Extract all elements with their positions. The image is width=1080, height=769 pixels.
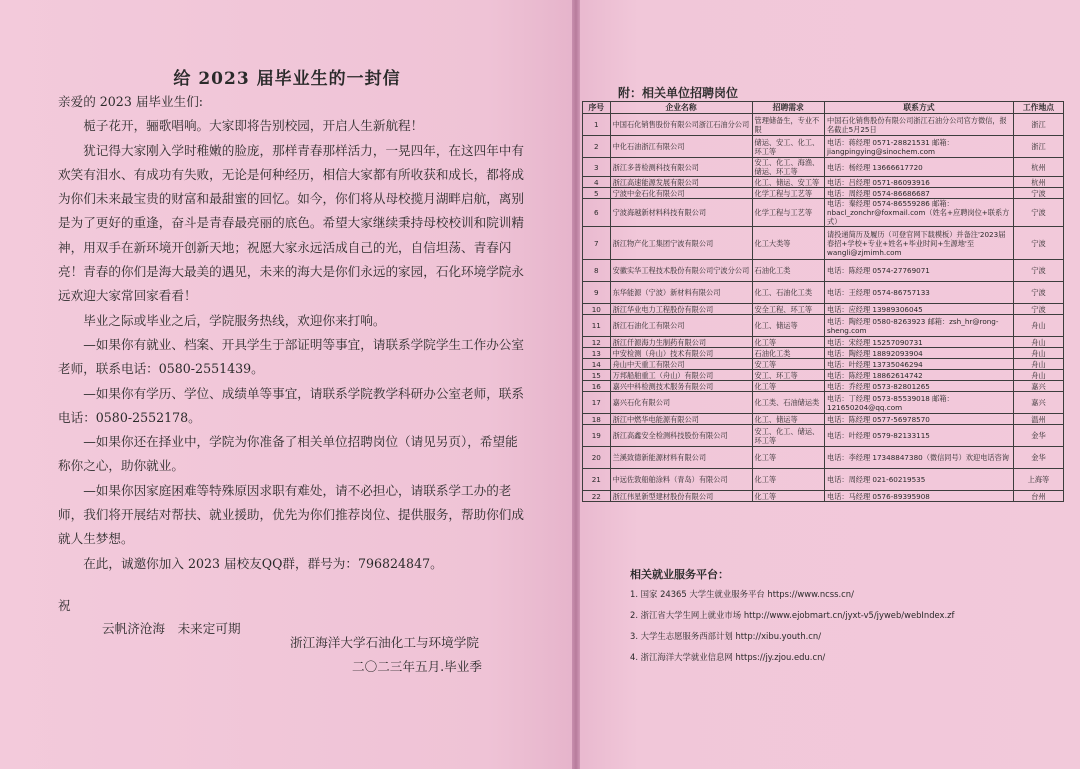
letter-paragraph: —如果你还在择业中，学院为你准备了相关单位招聘岗位（请见另页），希望能称你之心，助你就业。 <box>58 434 518 474</box>
cell-index: 11 <box>583 315 611 337</box>
attachment-title: 附：相关单位招聘岗位 <box>618 86 739 100</box>
cell-company: 万邦船舶重工（舟山）有限公司 <box>610 370 752 381</box>
table-row <box>583 348 1064 359</box>
cell-index: 21 <box>583 469 611 491</box>
cell-location: 宁波 <box>1013 227 1063 260</box>
table-row <box>583 392 1064 414</box>
table-row <box>583 158 1064 177</box>
cell-contact: 中国石化销售股份有限公司浙江石油分公司官方微信，报名截止5月25日 <box>825 114 1014 136</box>
cell-contact: 电话：蒋经理 0571-28821531 邮箱：jiangpingying@sinochem.com <box>825 136 1014 158</box>
cell-location: 上海等 <box>1013 469 1063 491</box>
cell-company: 浙江物产化工集团宁波有限公司 <box>610 227 752 260</box>
table-row <box>583 177 1064 188</box>
cell-contact: 电话：周经理 021-60219535 <box>825 469 1014 491</box>
cell-company: 浙江伟星新型建材股份有限公司 <box>610 491 752 502</box>
cell-contact: 电话：杨经理 13666617720 <box>825 158 1014 177</box>
cell-company: 中国石化销售股份有限公司浙江石油分公司 <box>610 114 752 136</box>
cell-index: 2 <box>583 136 611 158</box>
cell-company: 中远佐敦船舶涂料（青岛）有限公司 <box>610 469 752 491</box>
table-row <box>583 304 1064 315</box>
table-row <box>583 282 1064 304</box>
header-index: 序号 <box>583 102 611 114</box>
cell-location: 嘉兴 <box>1013 381 1063 392</box>
cell-location: 宁波 <box>1013 304 1063 315</box>
cell-location: 舟山 <box>1013 359 1063 370</box>
cell-index: 10 <box>583 304 611 315</box>
cell-contact: 电话：陈经理 0574-27769071 <box>825 260 1014 282</box>
table-row <box>583 370 1064 381</box>
cell-requirement: 安全工程、环工等 <box>752 304 825 315</box>
letter-paragraph: 毕业之际或毕业之后，学院服务热线，欢迎你来打响。 <box>83 312 386 328</box>
cell-company: 浙江华业电力工程股份有限公司 <box>610 304 752 315</box>
cell-requirement: 化学工程与工艺等 <box>752 188 825 199</box>
cell-index: 7 <box>583 227 611 260</box>
cell-requirement: 储运、安工、化工、环工等 <box>752 136 825 158</box>
cell-company: 嘉兴石化有限公司 <box>610 392 752 414</box>
cell-requirement: 化工、储运等 <box>752 414 825 425</box>
platform-link[interactable]: 2. 浙江省大学生网上就业市场 http://www.ejobmart.cn/jyxt-v5/jyweb/webIndex.zf <box>630 610 955 620</box>
cell-index: 18 <box>583 414 611 425</box>
cell-company: 安徽实华工程技术股份有限公司宁波分公司 <box>610 260 752 282</box>
cell-index: 16 <box>583 381 611 392</box>
platforms-section <box>630 566 954 672</box>
letter-paragraph: 亲爱的 2023 届毕业生们: <box>58 94 204 109</box>
cell-company: 兰溪致德新能源材料有限公司 <box>610 447 752 469</box>
cell-index: 19 <box>583 425 611 447</box>
table-row <box>583 337 1064 348</box>
letter-paragraph: 栀子花开，骊歌唱响。大家即将告别校园，开启人生新航程！ <box>83 118 424 134</box>
cell-requirement: 安工、化工、储运、环工等 <box>752 425 825 447</box>
cell-index: 4 <box>583 177 611 188</box>
cell-index: 20 <box>583 447 611 469</box>
cell-index: 12 <box>583 337 611 348</box>
cell-location: 浙江 <box>1013 136 1063 158</box>
letter-paragraph: 犹记得大家刚入学时稚嫩的脸庞，那样青春那样活力，一晃四年，在这四年中有欢笑有泪水、有成功有失败，无论是何种经历，相信大家都有所收获和成长，都将成为你们未来最宝贵的财富和最甜蜜的回忆。如今，你们将从母校揽月湖畔启航，离别是为了更好的重逢，奋斗是青春最亮丽的底色。希望大家继续秉持母校校训和院训精神，用双手在新环境开创新天地；祝愿大家永远活成自己的光，自信坦荡、青春闪亮！青春的你们是海大最美的遇见，未来的海大是你们永远的家园，石化环境学院永远欢迎大家常回家看看！ <box>58 142 524 304</box>
cell-index: 3 <box>583 158 611 177</box>
cell-contact: 电话：丁经理 0573-85539018 邮箱：121650204@qq.com <box>825 392 1014 414</box>
cell-requirement: 化工、储运、安工等 <box>752 177 825 188</box>
cell-index: 22 <box>583 491 611 502</box>
letter-body <box>58 90 528 576</box>
cell-location: 宁波 <box>1013 260 1063 282</box>
cell-requirement: 化工等 <box>752 337 825 348</box>
cell-company: 东华能源（宁波）新材料有限公司 <box>610 282 752 304</box>
cell-index: 6 <box>583 199 611 227</box>
table-row <box>583 315 1064 337</box>
cell-contact: 电话：乔经理 0573-82801265 <box>825 381 1014 392</box>
letter-wish: 云帆济沧海 未来定可期 <box>102 621 241 636</box>
cell-requirement: 石油化工类 <box>752 260 825 282</box>
cell-location: 浙江 <box>1013 114 1063 136</box>
table-row <box>583 491 1064 502</box>
cell-company: 浙江多普检测科技有限公司 <box>610 158 752 177</box>
cell-company: 浙江石油化工有限公司 <box>610 315 752 337</box>
cell-location: 温州 <box>1013 414 1063 425</box>
letter-paragraph: —如果你因家庭困难等特殊原因求职有难处，请不必担心，请联系学工办的老师，我们将开展结对帮扶、就业援助，优先为你们推荐岗位、提供服务，帮助你们成就人生梦想。 <box>58 482 524 547</box>
cell-contact: 电话：吕经理 0571-86093916 <box>825 177 1014 188</box>
table-row <box>583 447 1064 469</box>
cell-contact: 电话：叶经理 13735046294 <box>825 359 1014 370</box>
cell-location: 宁波 <box>1013 188 1063 199</box>
cell-index: 15 <box>583 370 611 381</box>
table-row <box>583 359 1064 370</box>
cell-company: 浙江仟源海力生制药有限公司 <box>610 337 752 348</box>
cell-company: 舟山中天重工有限公司 <box>610 359 752 370</box>
cell-requirement: 管理储备生，专业不限 <box>752 114 825 136</box>
cell-index: 1 <box>583 114 611 136</box>
cell-contact: 电话：王经理 0574-86757133 <box>825 282 1014 304</box>
header-requirement: 招聘需求 <box>752 102 825 114</box>
cell-index: 9 <box>583 282 611 304</box>
cell-contact: 电话：周经理 0574-86686687 <box>825 188 1014 199</box>
platform-link[interactable]: 3. 大学生志愿服务西部计划 http://xibu.youth.cn/ <box>630 631 822 641</box>
cell-location: 杭州 <box>1013 158 1063 177</box>
cell-company: 中安检测（舟山）技术有限公司 <box>610 348 752 359</box>
platform-list <box>630 588 954 672</box>
letter-paragraph: 在此，诚邀你加入 2023 届校友QQ群，群号为：796824847。 <box>83 555 443 571</box>
cell-location: 台州 <box>1013 491 1063 502</box>
cell-location: 舟山 <box>1013 370 1063 381</box>
letter-closing: 祝 <box>58 598 71 613</box>
signature-org: 浙江海洋大学石油化工与环境学院 <box>290 635 479 650</box>
cell-company: 中化石油浙江有限公司 <box>610 136 752 158</box>
page-spine <box>572 0 580 769</box>
cell-location: 舟山 <box>1013 337 1063 348</box>
cell-location: 杭州 <box>1013 177 1063 188</box>
jobs-table-header <box>583 102 1064 114</box>
cell-requirement: 化工、储运等 <box>752 315 825 337</box>
cell-contact: 电话：李经理 17348847380（微信同号）欢迎电话咨询 <box>825 447 1014 469</box>
cell-requirement: 化工类、石油储运类 <box>752 392 825 414</box>
cell-requirement: 化工、石油化工类 <box>752 282 825 304</box>
cell-requirement: 化工大类等 <box>752 227 825 260</box>
table-row <box>583 114 1064 136</box>
table-row <box>583 260 1064 282</box>
table-row <box>583 136 1064 158</box>
cell-location: 宁波 <box>1013 282 1063 304</box>
cell-contact: 电话：宋经理 15257090731 <box>825 337 1014 348</box>
header-contact: 联系方式 <box>825 102 1014 114</box>
cell-location: 金华 <box>1013 425 1063 447</box>
letter-paragraph: —如果你有就业、档案、开具学生于部证明等事宜，请联系学院学生工作办公室老师，联系电话：0580-2551439。 <box>58 336 524 377</box>
cell-requirement: 安工、化工、海渔、储运、环工等 <box>752 158 825 177</box>
cell-requirement: 安工、环工等 <box>752 370 825 381</box>
table-row <box>583 414 1064 425</box>
table-row <box>583 188 1064 199</box>
cell-requirement: 化学工程与工艺等 <box>752 199 825 227</box>
table-row <box>583 381 1064 392</box>
cell-location: 嘉兴 <box>1013 392 1063 414</box>
table-row <box>583 199 1064 227</box>
cell-company: 宁波中金石化有限公司 <box>610 188 752 199</box>
table-row <box>583 227 1064 260</box>
cell-index: 5 <box>583 188 611 199</box>
cell-company: 浙江高鑫安全检测科技股份有限公司 <box>610 425 752 447</box>
cell-contact: 电话：陶经理 0580-8263923 邮箱：zsh_hr@rong-sheng.com <box>825 315 1014 337</box>
platform-link[interactable]: 1. 国家 24365 大学生就业服务平台 https://www.ncss.cn/ <box>630 589 854 599</box>
cell-requirement: 化工等 <box>752 491 825 502</box>
jobs-table <box>582 101 1064 502</box>
cell-location: 舟山 <box>1013 315 1063 337</box>
cell-index: 14 <box>583 359 611 370</box>
cell-contact: 电话：马经理 0576-89395908 <box>825 491 1014 502</box>
cell-location: 金华 <box>1013 447 1063 469</box>
jobs-table-body <box>583 114 1064 502</box>
cell-requirement: 安工等 <box>752 359 825 370</box>
cell-requirement: 化工等 <box>752 381 825 392</box>
cell-index: 8 <box>583 260 611 282</box>
cell-location: 宁波 <box>1013 199 1063 227</box>
cell-company: 嘉兴中科检测技术服务有限公司 <box>610 381 752 392</box>
cell-company: 浙江高速能源发展有限公司 <box>610 177 752 188</box>
cell-company: 宁波海越新材料科技有限公司 <box>610 199 752 227</box>
cell-contact: 电话：应经理 13989306045 <box>825 304 1014 315</box>
letter-title: 给 2023 届毕业生的一封信 <box>173 69 401 89</box>
table-row <box>583 469 1064 491</box>
header-company: 企业名称 <box>610 102 752 114</box>
cell-contact: 电话：叶经理 0579-82133115 <box>825 425 1014 447</box>
table-row <box>583 425 1064 447</box>
cell-contact: 电话：陈经理 18862614742 <box>825 370 1014 381</box>
cell-contact: 电话：秦经理 0574-86559286 邮箱：nbacl_zonchr@foxmail.com（姓名+应聘岗位+联系方式） <box>825 199 1014 227</box>
header-location: 工作地点 <box>1013 102 1063 114</box>
cell-contact: 电话：陈经理 0577-56978570 <box>825 414 1014 425</box>
cell-contact: 请投递简历及履历（可登官网下载模板）并备注'2023届春招+学校+专业+姓名+毕业时间+生源地'至 wangli@zjmimh.com <box>825 227 1014 260</box>
signature-date: 二〇二三年五月.毕业季 <box>352 659 482 674</box>
cell-index: 13 <box>583 348 611 359</box>
cell-requirement: 化工等 <box>752 447 825 469</box>
cell-requirement: 石油化工类 <box>752 348 825 359</box>
platforms-title: 相关就业服务平台： <box>630 568 729 581</box>
cell-location: 舟山 <box>1013 348 1063 359</box>
cell-requirement: 化工等 <box>752 469 825 491</box>
cell-contact: 电话：陶经理 18892093904 <box>825 348 1014 359</box>
platform-link[interactable]: 4. 浙江海洋大学就业信息网 https://jy.zjou.edu.cn/ <box>630 652 826 662</box>
letter-paragraph: —如果你有学历、学位、成绩单等事宜，请联系学院教学科研办公室老师，联系电话：0580-2552178。 <box>58 385 524 425</box>
cell-company: 浙江中燃华电能源有限公司 <box>610 414 752 425</box>
cell-index: 17 <box>583 392 611 414</box>
